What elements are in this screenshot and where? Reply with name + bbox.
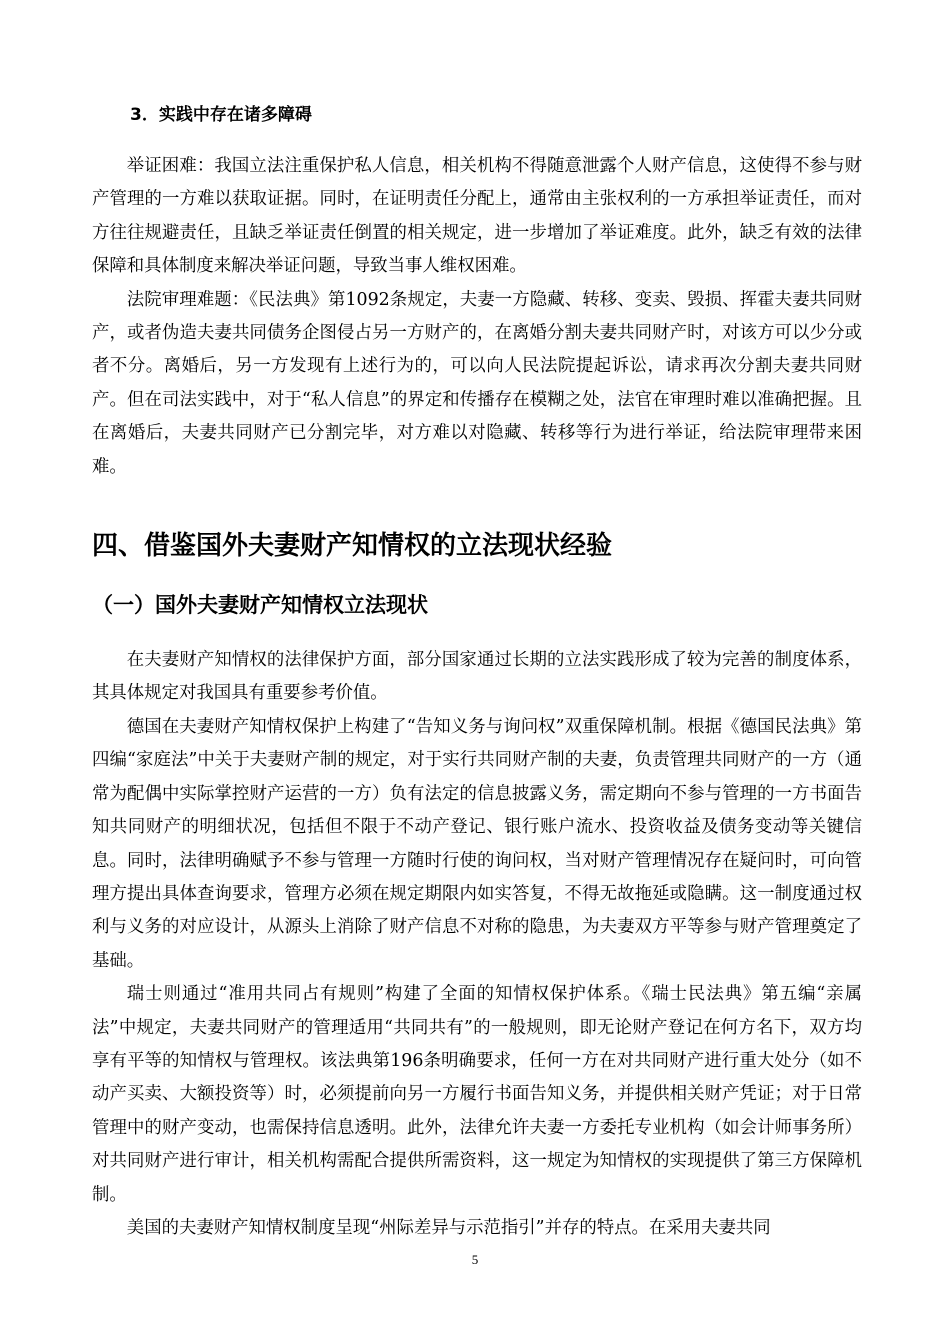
paragraph-switzerland: 瑞士则通过“准用共同占有规则”构建了全面的知情权保护体系。《瑞士民法典》第五编“亲属法”中规定，夫妻共同财产的管理适用“共同共有”的一般规则，即无论财产登记在何方名下，双方均享有平等的知情权与管理权。该法典第196条明确要求，任何一方在对共同财产进行重大处分（如不动产买卖、大额投资等）时，必须提前向另一方履行书面告知义务，并提供相关财产凭证；对于日常管理中的财产变动，也需保持信息透明。此外，法律允许夫妻一方委托专业机构（如会计师事务所）对共同财产进行审计，相关机构需配合提供所需资料，这一规定为知情权的实现提供了第三方保障机制。 <box>92 984 862 1205</box>
section-3-heading: 3．实践中存在诸多障碍 <box>130 105 312 125</box>
paragraph-germany: 德国在夫妻财产知情权保护上构建了“告知义务与询问权”双重保障机制。根据《德国民法典》第四编“家庭法”中关于夫妻财产制的规定，对于实行共同财产制的夫妻，负责管理共同财产的一方（通常为配偶中实际掌控财产运营的一方）负有法定的信息披露义务，需定期向不参与管理的一方书面告知共同财产的明细状况，包括但不限于不动产登记、银行账户流水、投资收益及债务变动等关键信息。同时，法律明确赋予不参与管理一方随时行使的询问权，当对财产管理情况存在疑问时，可向管理方提出具体查询要求，管理方必须在规定期限内如实答复，不得无故拖延或隐瞒。这一制度通过权利与义务的对应设计，从源头上消除了财产信息不对称的隐患，为夫妻双方平等参与财产管理奠定了基础。 <box>92 716 862 971</box>
paragraph-court-trial-difficulty: 法院审理难题：《民法典》第1092条规定，夫妻一方隐藏、转移、变卖、毁损、挥霍夫妻共同财产，或者伪造夫妻共同债务企图侵占另一方财产的，在离婚分割夫妻共同财产时，对该方可以少分或者不分。离婚后，另一方发现有上述行为的，可以向人民法院提起诉讼，请求再次分割夫妻共同财产。但在司法实践中，对于“私人信息”的界定和传播存在模糊之处，法官在审理时难以准确把握。且在离婚后，夫妻共同财产已分割完毕，对方难以对隐藏、转移等行为进行举证，给法院审理带来困难。 <box>92 289 862 477</box>
chapter-4-heading: 四、借鉴国外夫妻财产知情权的立法现状经验 <box>92 531 613 562</box>
subsection-1-heading: （一）国外夫妻财产知情权立法现状 <box>92 593 428 618</box>
paragraph-intro: 在夫妻财产知情权的法律保护方面，部分国家通过长期的立法实践形成了较为完善的制度体系，其具体规定对我国具有重要参考价值。 <box>92 650 862 704</box>
page-number: 5 <box>471 1252 479 1267</box>
paragraph-evidence-difficulty: 举证困难：我国立法注重保护私人信息，相关机构不得随意泄露个人财产信息，这使得不参与财产管理的一方难以获取证据。同时，在证明责任分配上，通常由主张权利的一方承担举证责任，而对方往往规避责任，且缺乏举证责任倒置的相关规定，进一步增加了举证难度。此外，缺乏有效的法律保障和具体制度来解决举证问题，导致当事人维权困难。 <box>92 156 862 277</box>
page-body <box>92 100 862 1245</box>
paragraph-usa: 美国的夫妻财产知情权制度呈现“州际差异与示范指引”并存的特点。在采用夫妻共同 <box>126 1217 771 1238</box>
